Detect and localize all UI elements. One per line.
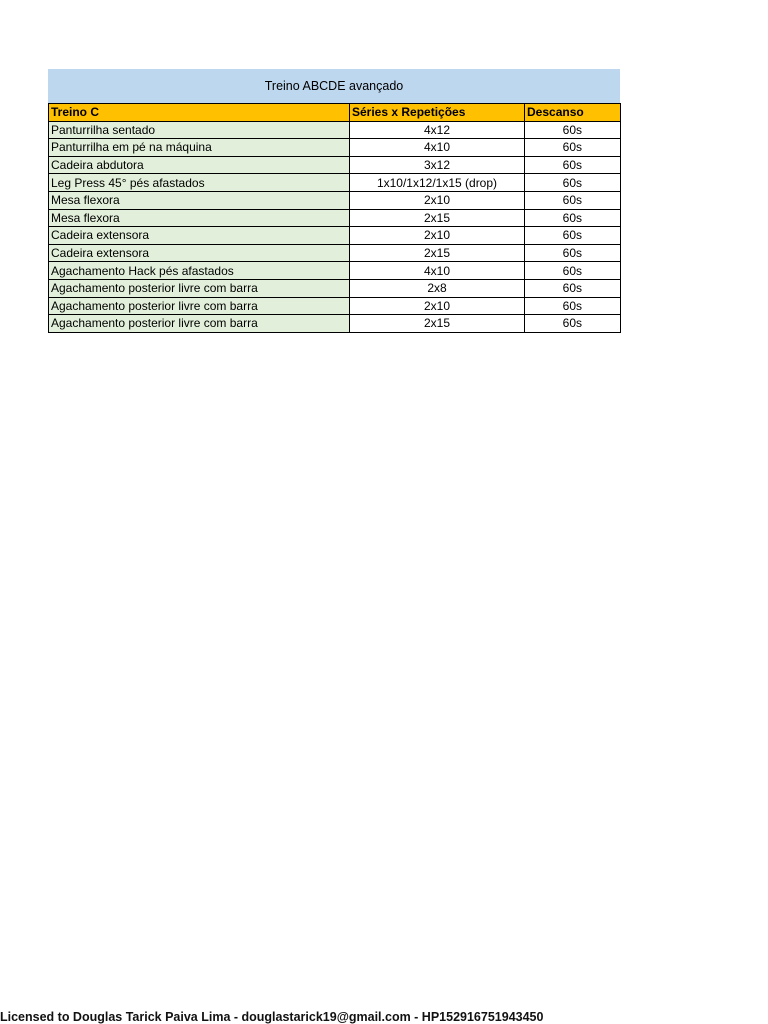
rest-cell: 60s <box>525 227 621 245</box>
exercise-cell: Agachamento posterior livre com barra <box>49 279 350 297</box>
exercise-cell: Agachamento Hack pés afastados <box>49 262 350 280</box>
table-row <box>49 139 621 157</box>
table-row <box>49 209 621 227</box>
workout-table <box>48 103 621 333</box>
sets-reps-cell: 2x10 <box>350 191 525 209</box>
sets-reps-cell: 2x15 <box>350 244 525 262</box>
rest-cell: 60s <box>525 121 621 139</box>
table-row <box>49 227 621 245</box>
exercise-cell: Panturrilha sentado <box>49 121 350 139</box>
header-exercise: Treino C <box>49 104 350 122</box>
table-row <box>49 191 621 209</box>
header-sets-reps: Séries x Repetições <box>350 104 525 122</box>
sets-reps-cell: 1x10/1x12/1x15 (drop) <box>350 174 525 192</box>
rest-cell: 60s <box>525 191 621 209</box>
rest-cell: 60s <box>525 279 621 297</box>
rest-cell: 60s <box>525 315 621 333</box>
rest-cell: 60s <box>525 139 621 157</box>
exercise-cell: Cadeira extensora <box>49 227 350 245</box>
exercise-cell: Panturrilha em pé na máquina <box>49 139 350 157</box>
sets-reps-cell: 4x12 <box>350 121 525 139</box>
exercise-cell: Cadeira extensora <box>49 244 350 262</box>
sheet-title: Treino ABCDE avançado <box>48 69 620 103</box>
exercise-cell: Mesa flexora <box>49 191 350 209</box>
sets-reps-cell: 4x10 <box>350 262 525 280</box>
sets-reps-cell: 2x10 <box>350 297 525 315</box>
rest-cell: 60s <box>525 262 621 280</box>
table-row <box>49 262 621 280</box>
sets-reps-cell: 2x15 <box>350 209 525 227</box>
header-rest: Descanso <box>525 104 621 122</box>
table-row <box>49 121 621 139</box>
exercise-cell: Agachamento posterior livre com barra <box>49 297 350 315</box>
license-footer: Licensed to Douglas Tarick Paiva Lima - douglastarick19@gmail.com - HP152916751943450 <box>0 1010 544 1024</box>
sets-reps-cell: 2x10 <box>350 227 525 245</box>
rest-cell: 60s <box>525 156 621 174</box>
sets-reps-cell: 4x10 <box>350 139 525 157</box>
rest-cell: 60s <box>525 244 621 262</box>
exercise-cell: Cadeira abdutora <box>49 156 350 174</box>
table-row <box>49 279 621 297</box>
rest-cell: 60s <box>525 174 621 192</box>
table-row <box>49 156 621 174</box>
table-header-row <box>49 104 621 122</box>
table-row <box>49 174 621 192</box>
exercise-cell: Leg Press 45° pés afastados <box>49 174 350 192</box>
exercise-cell: Agachamento posterior livre com barra <box>49 315 350 333</box>
table-row <box>49 244 621 262</box>
table-row <box>49 315 621 333</box>
exercise-cell: Mesa flexora <box>49 209 350 227</box>
table-row <box>49 297 621 315</box>
sets-reps-cell: 2x15 <box>350 315 525 333</box>
sets-reps-cell: 2x8 <box>350 279 525 297</box>
workout-sheet <box>48 69 620 333</box>
sets-reps-cell: 3x12 <box>350 156 525 174</box>
rest-cell: 60s <box>525 297 621 315</box>
rest-cell: 60s <box>525 209 621 227</box>
